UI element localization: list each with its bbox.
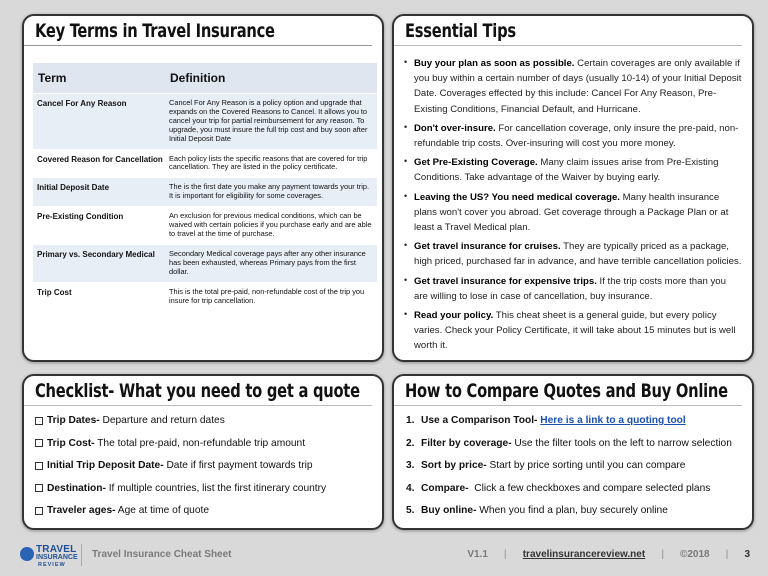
- compare-step: [406, 504, 744, 517]
- checklist-item: [35, 504, 374, 517]
- tip-item: [402, 274, 742, 304]
- footer-meta: [467, 549, 750, 560]
- terms-rows: [33, 93, 377, 310]
- terms-table-row: [33, 93, 377, 149]
- tip-item: [402, 190, 742, 236]
- step-number: 5.: [406, 505, 415, 516]
- tip-heading: Read your policy.: [414, 310, 494, 322]
- checklist-item-label: Trip Dates-: [47, 415, 100, 426]
- checklist-panel: [22, 374, 384, 530]
- term-cell: Cancel For Any Reason: [37, 99, 127, 108]
- term-cell: Initial Deposit Date: [37, 183, 110, 193]
- tips-list: [394, 46, 752, 354]
- compare-step: [406, 414, 744, 427]
- checklist-item-text: The total pre-paid, non-refundable trip amount: [94, 437, 306, 449]
- definition-cell: Each policy lists the specific reasons that are covered for trip cancellation. They are listed in the policy certificate.: [169, 153, 368, 172]
- compare-panel: [392, 374, 754, 530]
- tip-heading: Buy your plan as soon as possible.: [414, 58, 575, 69]
- checklist-item-text: Age at time of quote: [115, 505, 209, 516]
- footer: [0, 536, 768, 576]
- quoting-tool-link[interactable]: Here is a link to a quoting tool: [540, 415, 686, 426]
- step-text: When you find a plan, buy securely online: [476, 505, 668, 516]
- tip-heading: Don't over-insure.: [414, 122, 496, 134]
- definition-cell: The is the first date you make any payment towards your trip. It is important for eligibility for some coverages.: [169, 182, 370, 201]
- tip-item: [402, 56, 742, 117]
- checkbox-icon[interactable]: [35, 507, 43, 515]
- logo-line-2: INSURANCE: [36, 554, 78, 561]
- checklist-item-text: Date if first payment towards trip: [163, 460, 313, 471]
- footer-separator: |: [503, 549, 507, 560]
- definition-cell: Secondary Medical coverage pays after any other insurance has been exhausted, whereas Primary pays from the first dollar.: [169, 248, 366, 276]
- step-heading: Buy online-: [421, 505, 477, 516]
- definition-cell: Cancel For Any Reason is a policy option and upgrade that expands on the Covered Reasons to Cancel. It allows you to cancel your trip for partial reimbursement for any reason. To upgrade, you must insure the full trip cost and buy soon after Initial Deposit Date: [169, 98, 368, 143]
- tip-heading: Get Pre-Existing Coverage.: [414, 157, 538, 169]
- checklist-list: [24, 406, 382, 517]
- step-number: 3.: [406, 460, 415, 471]
- logo-line-1: TRAVEL: [36, 544, 77, 555]
- term-cell: Pre-Existing Condition: [37, 212, 124, 222]
- step-text: Click a few checkboxes and compare selected plans: [468, 482, 711, 494]
- term-cell: Trip Cost: [37, 287, 72, 297]
- footer-copyright: ©2018: [680, 549, 710, 560]
- tip-item: [402, 155, 742, 185]
- terms-table-row: [33, 244, 377, 282]
- checklist-item-label: Traveler ages-: [47, 505, 116, 516]
- checklist-item-label: Trip Cost-: [47, 437, 95, 449]
- checkbox-icon[interactable]: [35, 439, 43, 447]
- checkbox-icon[interactable]: [35, 484, 43, 492]
- compare-list: [394, 406, 752, 517]
- tip-text: For cancellation coverage, only insure the pre-paid, non-refundable trip costs. Over-insuring will cost you more money.: [414, 122, 739, 150]
- key-terms-panel: [22, 14, 384, 362]
- compare-title: How to Compare Quotes and Buy Online: [394, 376, 742, 406]
- checkbox-icon[interactable]: [35, 462, 43, 470]
- checklist-item-text: If multiple countries, list the first itinerary country: [105, 482, 327, 494]
- step-heading: Use a Comparison Tool-: [421, 415, 538, 426]
- terms-table-row: [33, 282, 377, 311]
- essential-tips-title: Essential Tips: [394, 16, 742, 46]
- tip-text: This cheat sheet is a general guide, but every policy varies. Check your Policy Certificate, it will take about 15 minutes but is well worth it.: [414, 310, 736, 352]
- terms-table: [33, 63, 377, 310]
- essential-tips-panel: [392, 14, 754, 362]
- compare-step: [406, 459, 744, 472]
- checklist-item: [35, 437, 374, 450]
- footer-sheet-title: Travel Insurance Cheat Sheet: [92, 549, 232, 560]
- key-terms-title: Key Terms in Travel Insurance: [24, 16, 372, 46]
- footer-divider: [81, 544, 82, 566]
- definition-cell: An exclusion for previous medical conditions, which can be waived with certain policies if you purchase early and are able to travel at the time of purchase.: [169, 211, 372, 238]
- step-number: 4.: [406, 482, 415, 494]
- footer-separator: |: [725, 549, 729, 560]
- terms-table-row: [33, 206, 377, 244]
- tip-item: [402, 239, 742, 269]
- step-text: Start by price sorting until you can compare: [486, 460, 686, 471]
- term-column-header: Term: [38, 71, 67, 85]
- footer-version: V1.1: [467, 549, 488, 560]
- tip-text: They are typically priced as a package, high priced, purchased far in advance, and have terrible cancellation policies.: [414, 241, 742, 268]
- tip-heading: Leaving the US? You need medical coverage.: [414, 191, 620, 203]
- tip-text: Certain coverages are only available if you buy within a certain number of days (usually 10-14) of your Initial Deposit Date. Coverages effected by this include: Cancel For Any Reason, Pre-Existing Conditions, Financial Default, and Hurricane.: [414, 58, 742, 115]
- checklist-item-text: Departure and return dates: [99, 415, 225, 426]
- checklist-item-label: Destination-: [47, 482, 106, 494]
- checklist-title: Checklist- What you need to get a quote: [24, 376, 372, 406]
- tip-item: [402, 121, 742, 151]
- compare-step: [406, 482, 744, 495]
- terms-table-header: [33, 63, 377, 93]
- step-heading: Filter by coverage-: [421, 437, 512, 449]
- step-text: Use the filter tools on the left to narrow selection: [511, 437, 732, 449]
- compare-step: [406, 437, 744, 450]
- footer-website-link[interactable]: travelinsurancereview.net: [522, 549, 646, 560]
- definition-column-header: Definition: [170, 71, 226, 85]
- tip-text: If the trip costs more than you are willing to lose in case of cancellation, buy insurance.: [414, 275, 726, 302]
- footer-page-number: 3: [744, 549, 750, 560]
- checkbox-icon[interactable]: [35, 417, 43, 425]
- step-number: 1.: [406, 415, 415, 426]
- definition-cell: This is the total pre-paid, non-refundable cost of the trip you insure for trip cancellation.: [169, 286, 365, 305]
- globe-icon: [20, 547, 34, 561]
- term-cell: Covered Reason for Cancellation: [37, 154, 163, 164]
- tip-heading: Get travel insurance for cruises.: [414, 241, 561, 253]
- step-heading: Compare-: [421, 482, 469, 494]
- tip-text: Many claim issues arise from Pre-Existing Conditions. Take advantage of the Waiver by buying early.: [414, 157, 719, 184]
- logo-line-3: REVIEW: [38, 562, 66, 568]
- terms-table-row: [33, 177, 377, 206]
- step-number: 2.: [406, 437, 415, 449]
- footer-separator: |: [661, 549, 664, 560]
- terms-table-row: [33, 149, 377, 178]
- travel-insurance-review-logo[interactable]: [20, 542, 78, 570]
- term-cell: Primary vs. Secondary Medical: [37, 249, 155, 259]
- tip-heading: Get travel insurance for expensive trips.: [414, 275, 597, 287]
- checklist-item: [35, 459, 374, 472]
- tip-text: Many health insurance plans won't cover you abroad. Get coverage through a Package Plan or at least a Travel Medical plan.: [414, 191, 729, 234]
- checklist-item: [35, 482, 374, 495]
- tip-item: [402, 308, 742, 354]
- checklist-item-label: Initial Trip Deposit Date-: [47, 460, 164, 471]
- step-heading: Sort by price-: [421, 460, 487, 471]
- checklist-item: [35, 414, 374, 427]
